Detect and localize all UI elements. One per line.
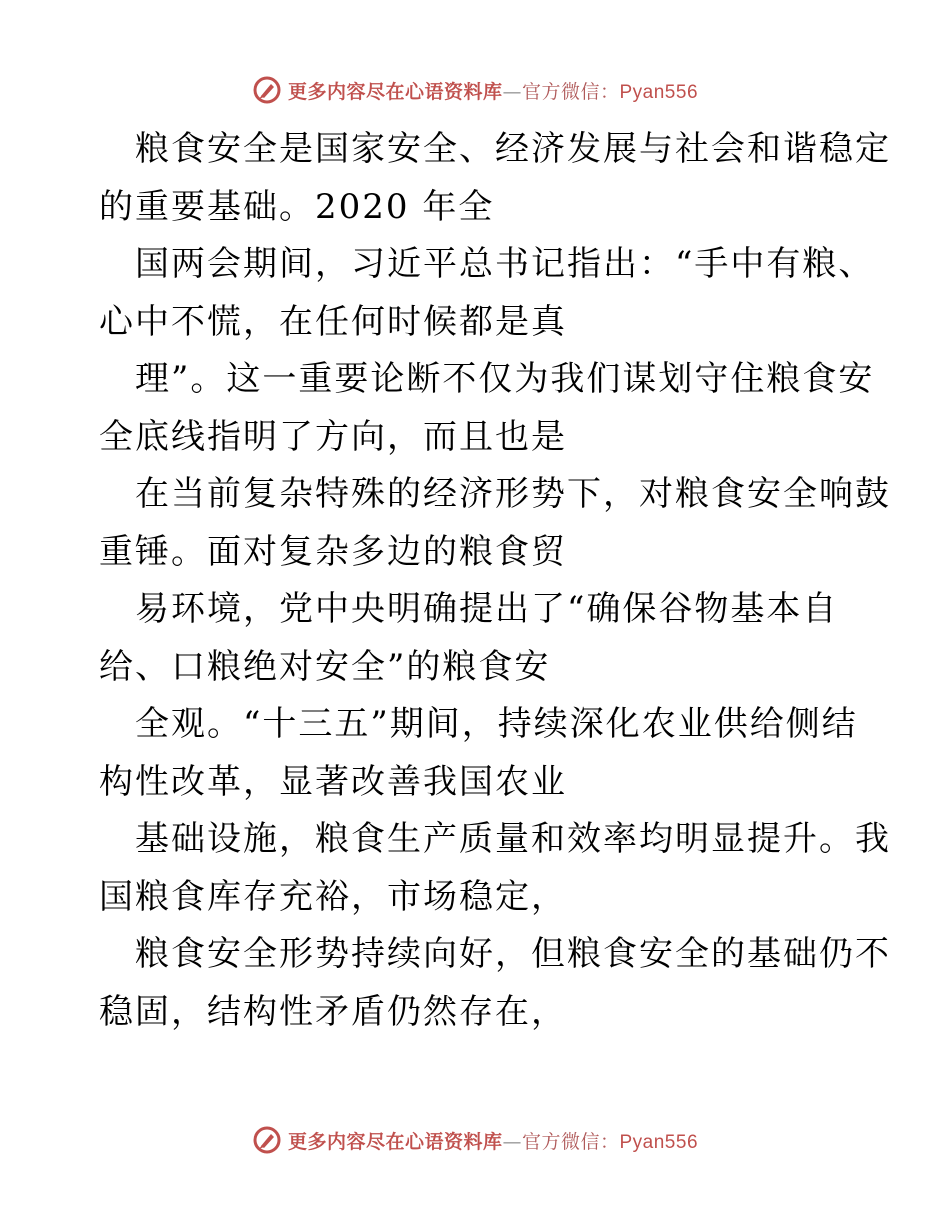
text-line: 重锤。面对复杂多边的粮食贸	[99, 531, 567, 572]
watermark-wechat-id: Pyan556	[619, 1131, 699, 1153]
text-line: 易环境，党中央明确提出了“确保谷物基本自	[135, 589, 839, 629]
text-line: 给、口粮绝对安全”的粮食安	[99, 646, 551, 687]
footer-watermark	[0, 1122, 950, 1158]
watermark-wechat-id: Pyan556	[619, 81, 699, 103]
text-line: 粮食安全形势持续向好，但粮食安全的基础仍不	[135, 934, 891, 974]
watermark-wechat-label: 官方微信：	[521, 1130, 620, 1153]
text-line: 理”。这一重要论断不仅为我们谋划守住粮食安	[135, 359, 875, 399]
watermark-main-text: 更多内容尽在心语资料库	[287, 80, 503, 103]
watermark-dash: —	[502, 80, 522, 103]
pen-nib-circle-icon	[252, 75, 282, 105]
text-line: 国两会期间，习近平总书记指出：“手中有粮、	[135, 244, 875, 284]
text-line: 粮食安全是国家安全、经济发展与社会和谐稳定	[135, 129, 891, 169]
document-body	[99, 121, 891, 1041]
text-line: 构性改革，显著改善我国农业	[99, 761, 567, 802]
watermark-dash: —	[502, 1130, 522, 1153]
text-line: 全观。“十三五”期间，持续深化农业供给侧结	[135, 704, 858, 744]
watermark-main-text: 更多内容尽在心语资料库	[287, 1130, 503, 1153]
pen-nib-circle-icon	[252, 1125, 282, 1155]
text-line: 在当前复杂特殊的经济形势下，对粮食安全响鼓	[135, 474, 891, 514]
text-line: 稳固，结构性矛盾仍然存在，	[99, 991, 567, 1032]
text-line: 的重要基础。2020 年全	[99, 186, 495, 227]
text-line: 基础设施，粮食生产质量和效率均明显提升。我	[135, 819, 891, 859]
text-line: 国粮食库存充裕，市场稳定，	[99, 876, 567, 917]
watermark-wechat-label: 官方微信：	[521, 80, 620, 103]
text-line: 全底线指明了方向，而且也是	[99, 416, 567, 457]
header-watermark	[0, 72, 950, 108]
text-line: 心中不慌，在任何时候都是真	[99, 301, 567, 342]
